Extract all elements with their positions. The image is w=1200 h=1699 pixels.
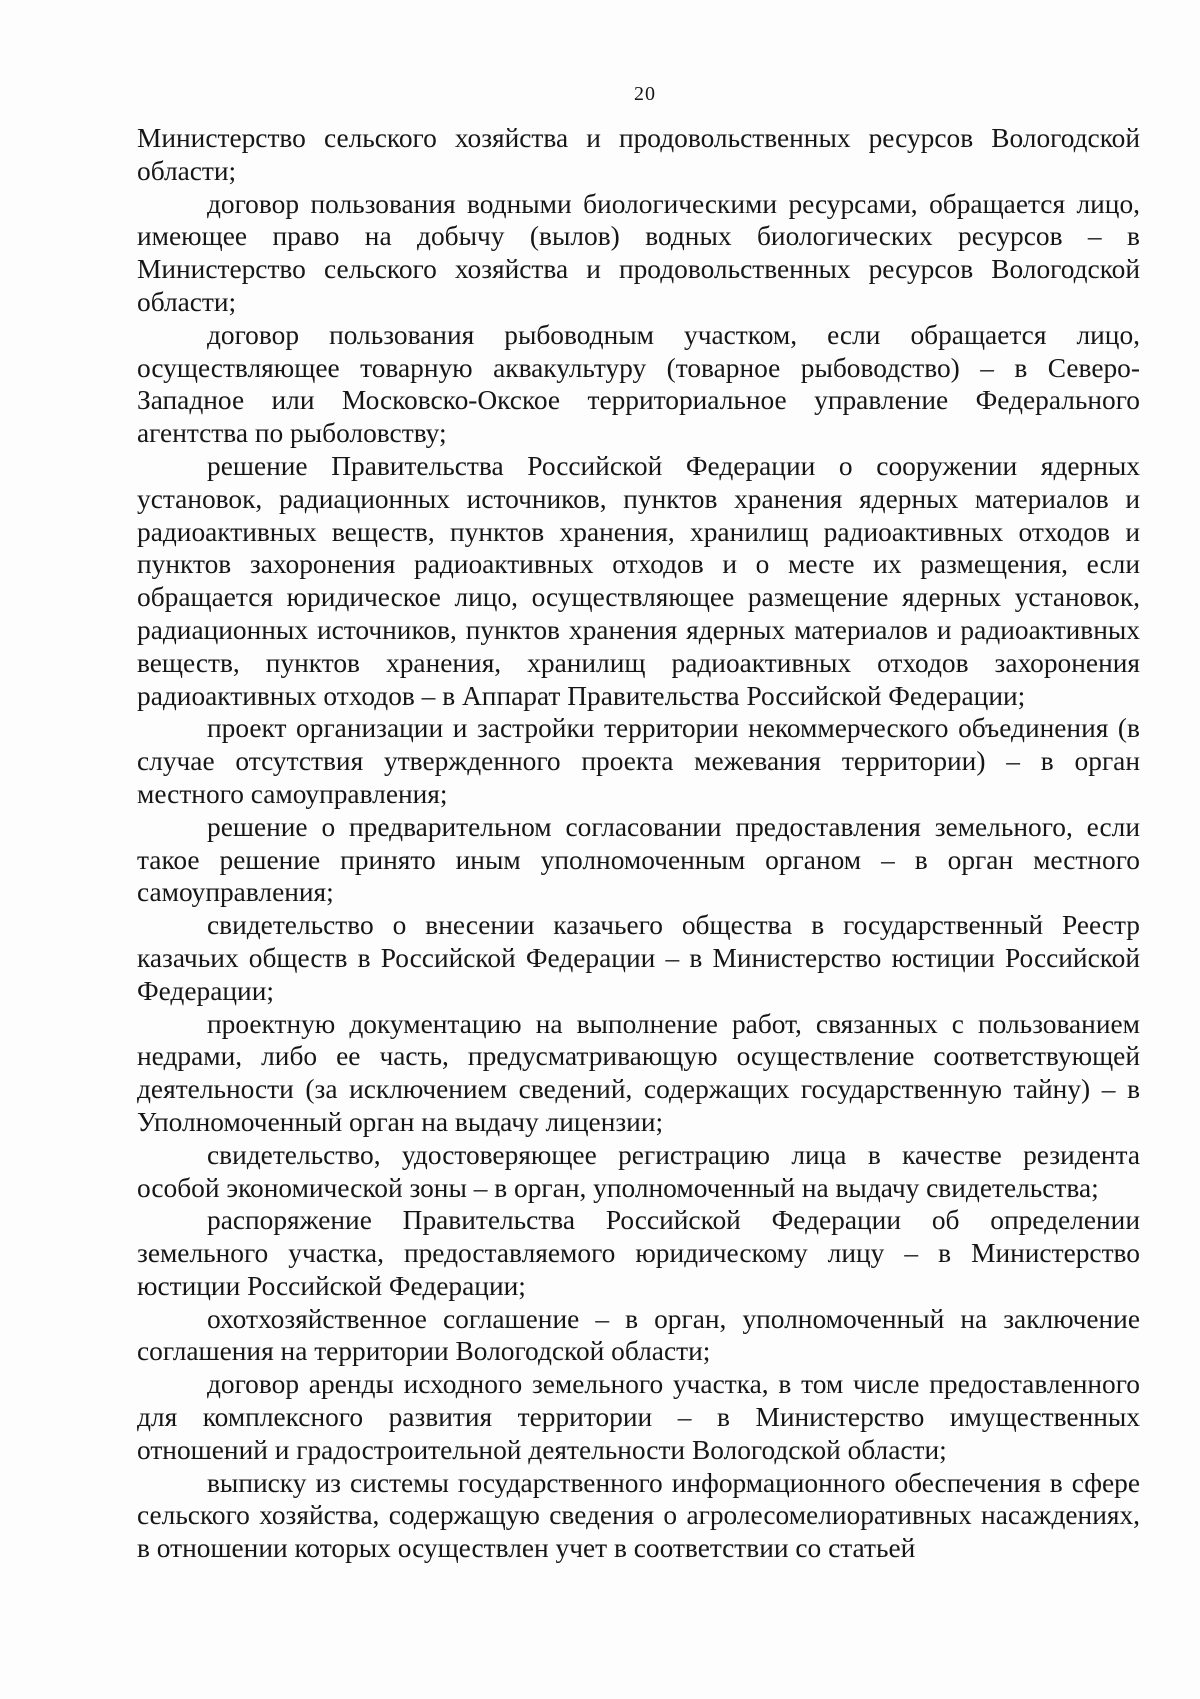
- paragraph: договор пользования рыбоводным участком, если обращается лицо, осуществляющее товарную аквакультуру (товарное рыбоводство) – в Северо-Западное или Московско-Окское территориальное управление Федерального агентства по рыболовству;: [137, 319, 1140, 449]
- paragraph: свидетельство о внесении казачьего общества в государственный Реестр казачьих обществ в Российской Федерации – в Министерство юстиции Российской Федерации;: [137, 910, 1140, 1006]
- paragraph: выписку из системы государственного информационного обеспечения в сфере сельского хозяйства, содержащую сведения о агролесомелиоративных насаждениях, в отношении которых осуществлен учет в соответствии со статьей: [137, 1467, 1140, 1564]
- paragraph: Министерство сельского хозяйства и продовольственных ресурсов Вологодской области;: [137, 123, 1140, 186]
- paragraph: договор аренды исходного земельного участка, в том числе предоставленного для комплексного развития территории – в Министерство имущественных отношений и градостроительной деятельности Вологодской области;: [137, 1369, 1140, 1465]
- paragraph: охотхозяйственное соглашение – в орган, уполномоченный на заключение соглашения на территории Вологодской области;: [137, 1303, 1140, 1367]
- paragraph: договор пользования водными биологическими ресурсами, обращается лицо, имеющее право на добычу (вылов) водных биологических ресурсов – в Министерство сельского хозяйства и продовольственных ресурсов Вологодской области;: [137, 188, 1140, 317]
- paragraph: проект организации и застройки территории некоммерческого объединения (в случае отсутствия утвержденного проекта межевания территории) – в орган местного самоуправления;: [137, 713, 1140, 809]
- paragraph: свидетельство, удостоверяющее регистрацию лица в качестве резидента особой экономической зоны – в орган, уполномоченный на выдачу свидетельства;: [137, 1139, 1140, 1203]
- document-body: [137, 122, 1140, 1565]
- paragraph: проектную документацию на выполнение работ, связанных с пользованием недрами, либо ее часть, предусматривающую осуществление соответствующей деятельности (за исключением сведений, содержащих государственную тайну) – в Уполномоченный орган на выдачу лицензии;: [137, 1008, 1140, 1137]
- paragraph: распоряжение Правительства Российской Федерации об определении земельного участка, предоставляемого юридическому лицу – в Министерство юстиции Российской Федерации;: [137, 1205, 1140, 1301]
- paragraph: решение о предварительном согласовании предоставления земельного, если такое решение принято иным уполномоченным органом – в орган местного самоуправления;: [137, 811, 1140, 908]
- page-number: 20: [634, 83, 656, 105]
- paragraph: решение Правительства Российской Федерации о сооружении ядерных установок, радиационных источников, пунктов хранения ядерных материалов и радиоактивных веществ, пунктов хранения, хранилищ радиоактивных отходов и пунктов захоронения радиоактивных отходов и о месте их размещения, если обращается юридическое лицо, осуществляющее размещение ядерных установок, радиационных источников, пунктов хранения ядерных материалов и радиоактивных веществ, пунктов хранения, хранилищ радиоактивных отходов захоронения радиоактивных отходов – в Аппарат Правительства Российской Федерации;: [137, 450, 1140, 711]
